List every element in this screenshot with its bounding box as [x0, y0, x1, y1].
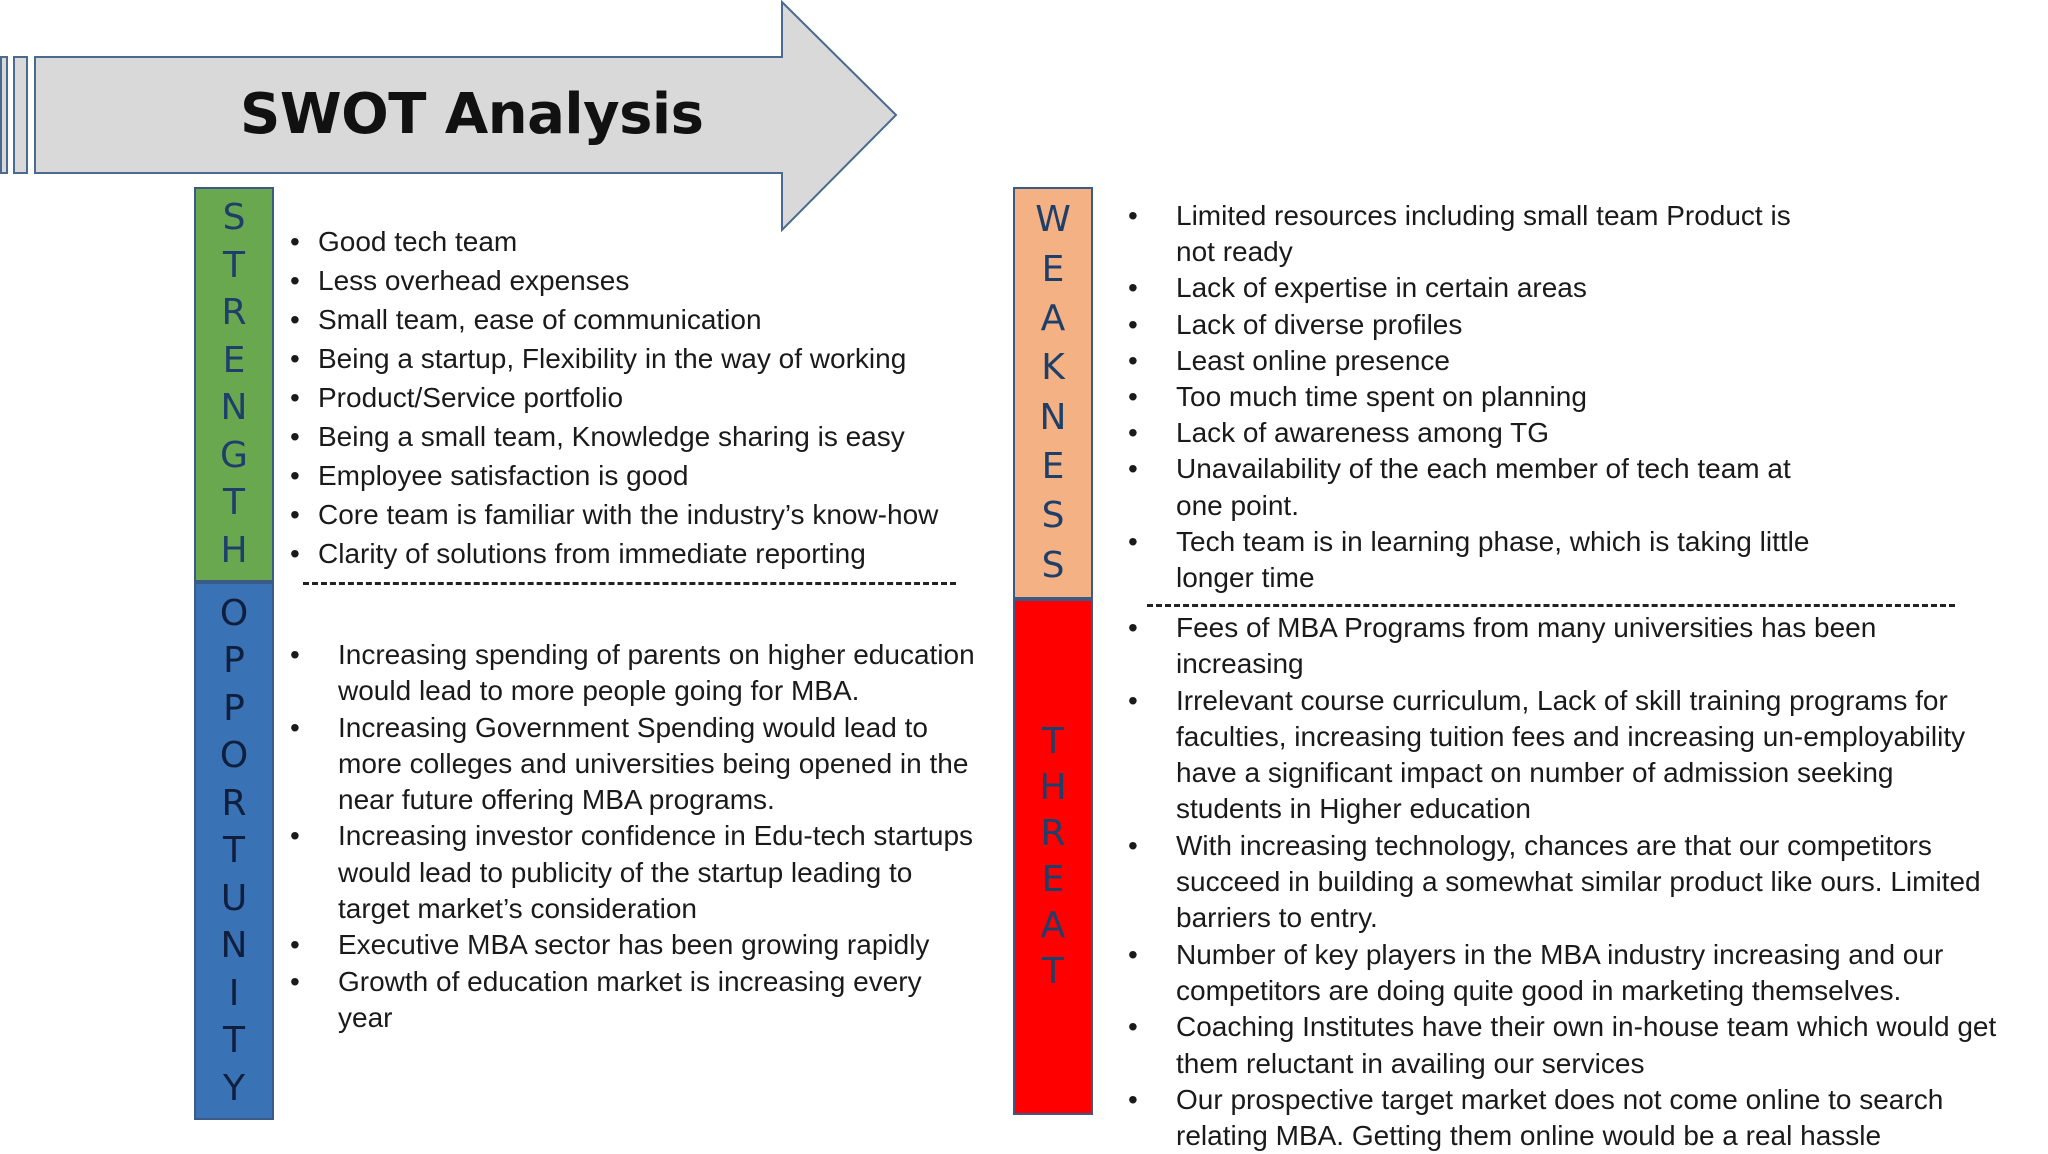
strength-opportunity-divider	[303, 582, 956, 585]
bar-letter: T	[223, 244, 245, 286]
bar-letter: T	[1042, 951, 1064, 992]
list-item: • Good tech team	[318, 222, 978, 261]
list-item: • Increasing spending of parents on higher education would lead to more people going for MBA.	[338, 637, 978, 710]
bar-letter: O	[219, 592, 249, 634]
list-item: • With increasing technology, chances are that our competitors succeed in building a somewhat similar product like ours. Limited barriers to entry.	[1176, 828, 2006, 937]
threat-list	[1176, 610, 2006, 1154]
bar-letter: T	[223, 1020, 245, 1061]
bar-letter: E	[1041, 445, 1065, 487]
list-item: • Too much time spent on planning	[1176, 379, 1836, 415]
list-item: • Product/Service portfolio	[318, 378, 978, 417]
bar-letter: E	[1041, 248, 1065, 290]
list-item: • Being a startup, Flexibility in the way of working	[318, 339, 978, 378]
list-item: • Lack of diverse profiles	[1176, 307, 1836, 343]
strength-list	[318, 222, 978, 573]
bar-letter: W	[1035, 199, 1071, 241]
list-item: • Executive MBA sector has been growing rapidly	[338, 927, 978, 963]
list-item: • Coaching Institutes have their own in-house team which would get them reluctant in availing our services	[1176, 1009, 2006, 1082]
bar-letter: S	[1041, 495, 1065, 537]
threat-label-bar	[1013, 599, 1093, 1115]
opportunity-list	[338, 637, 978, 1036]
bar-letter: A	[1040, 297, 1066, 339]
strength-label-bar	[194, 187, 274, 582]
weakness-list	[1176, 198, 1836, 596]
bar-letter: U	[220, 877, 248, 919]
list-item: • Small team, ease of communication	[318, 300, 978, 339]
list-item: • Limited resources including small team Product is not ready	[1176, 198, 1836, 270]
bar-letter: E	[222, 339, 246, 381]
arrow-stripe-2	[14, 57, 27, 173]
bar-letter: I	[228, 972, 240, 1014]
list-item: • Less overhead expenses	[318, 261, 978, 300]
list-item: • Least online presence	[1176, 343, 1836, 379]
bar-letter: S	[1041, 544, 1065, 586]
bar-letter: G	[220, 434, 248, 476]
list-item: • Clarity of solutions from immediate reporting	[318, 534, 978, 573]
bar-letter: N	[220, 387, 248, 429]
arrow-stripe-1	[1, 57, 7, 173]
bar-letter: H	[220, 529, 248, 571]
bar-letter: Y	[223, 1067, 245, 1109]
bar-letter: R	[221, 782, 247, 824]
list-item: • Lack of awareness among TG	[1176, 415, 1836, 451]
bar-letter: P	[223, 687, 245, 729]
list-item: • Lack of expertise in certain areas	[1176, 270, 1836, 306]
bar-letter: N	[220, 925, 248, 966]
list-item: • Core team is familiar with the industry’s know-how	[318, 495, 978, 534]
bar-letter: H	[1039, 767, 1067, 808]
bar-letter: E	[1041, 859, 1065, 900]
list-item: • Number of key players in the MBA industry increasing and our competitors are doing quite good in marketing themselves.	[1176, 937, 2006, 1010]
bar-letter: S	[222, 197, 246, 239]
bar-letter: K	[1041, 347, 1065, 389]
list-item: • Increasing investor confidence in Edu-tech startups would lead to publicity of the startup leading to target market’s consideration	[338, 818, 978, 927]
bar-letter: P	[223, 640, 245, 681]
list-item: • Irrelevant course curriculum, Lack of skill training programs for faculties, increasing tuition fees and increasing un-employability have a significant impact on number of admission seeking students in Higher education	[1176, 683, 2006, 828]
opportunity-label-bar	[194, 582, 274, 1120]
list-item: • Employee satisfaction is good	[318, 456, 978, 495]
list-item: • Being a small team, Knowledge sharing is easy	[318, 417, 978, 456]
list-item: • Increasing Government Spending would lead to more colleges and universities being opened in the near future offering MBA programs.	[338, 710, 978, 819]
bar-letter: T	[223, 482, 245, 524]
bar-letter: T	[1042, 721, 1064, 762]
bar-letter: O	[219, 735, 249, 776]
list-item: • Tech team is in learning phase, which is taking little longer time	[1176, 524, 1836, 596]
list-item: • Fees of MBA Programs from many universities has been increasing	[1176, 610, 2006, 683]
list-item: • Our prospective target market does not come online to search relating MBA. Getting them online would be a real hassle	[1176, 1082, 2006, 1154]
list-item: • Growth of education market is increasing every year	[338, 964, 978, 1037]
weakness-threat-divider	[1147, 604, 1955, 607]
page-title: SWOT Analysis	[240, 82, 704, 147]
weakness-label-bar	[1013, 187, 1093, 599]
bar-letter: T	[223, 830, 245, 871]
bar-letter: A	[1040, 905, 1066, 946]
bar-letter: R	[1040, 813, 1066, 854]
bar-letter: R	[221, 292, 247, 334]
list-item: • Unavailability of the each member of tech team at one point.	[1176, 451, 1836, 523]
bar-letter: N	[1039, 396, 1067, 438]
